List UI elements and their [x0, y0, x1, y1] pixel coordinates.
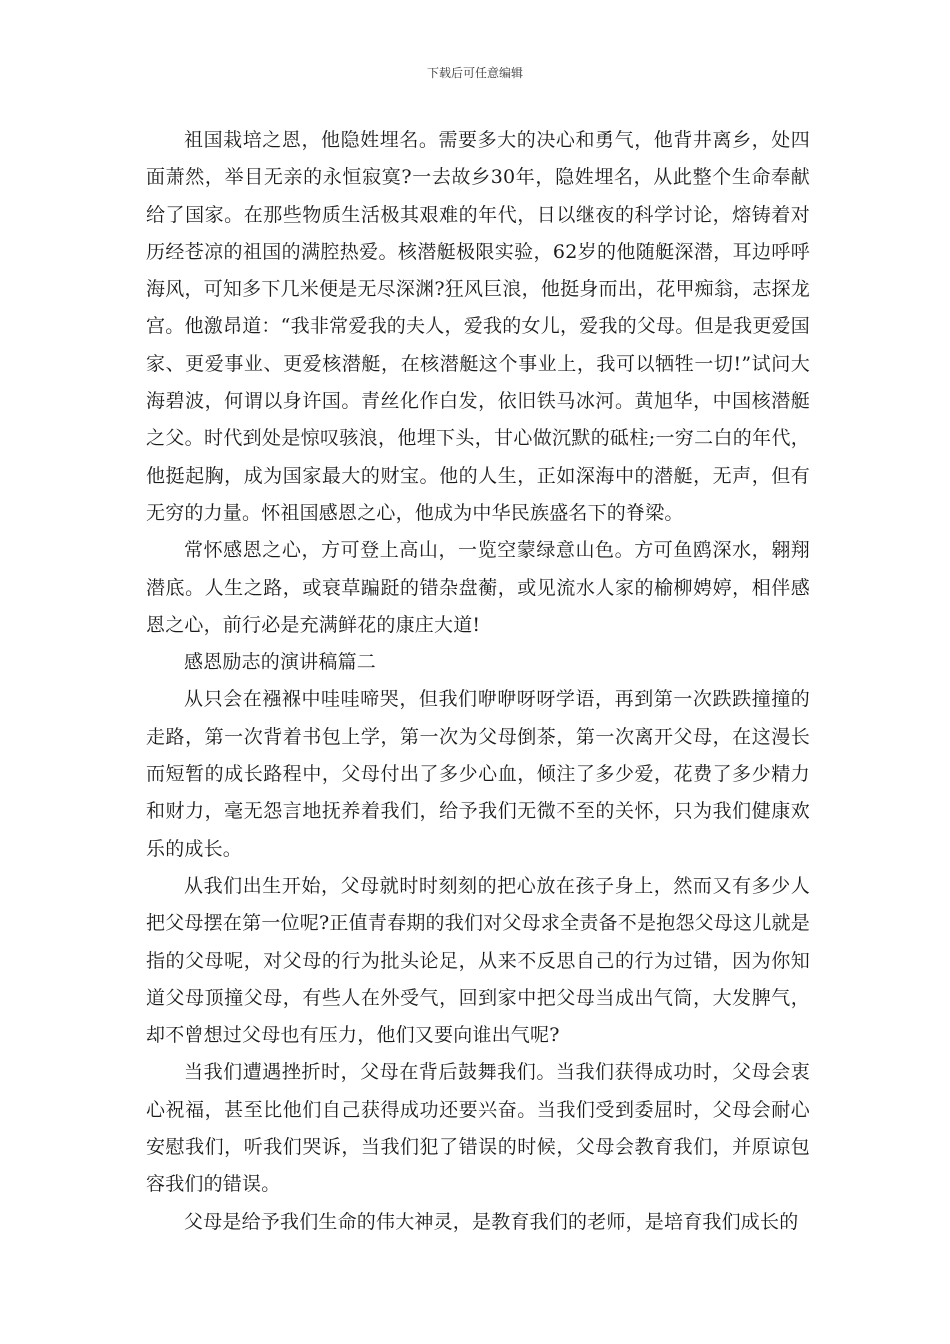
document-body: [146, 122, 810, 1241]
page-header-note: 下载后可任意编辑: [426, 66, 523, 80]
paragraph-parents-first: 从我们出生开始，父母就时时刻刻的把心放在孩子身上，然而又有多少人把父母摆在第一位呢?正值青春期的我们对父母求全责备不是抱怨父母这儿就是指的父母呢，对父母的行为批头论足，从来不反思自己的行为过错，因为你知道父母顶撞父母，有些人在外受气，回到家中把父母当成出气筒，大发脾气，却不曾想过父母也有压力，他们又要向谁出气呢?: [146, 874, 810, 1047]
paragraph-gratitude-summary: 常怀感恩之心，方可登上高山，一览空蒙绿意山色。方可鱼鸥深水，翱翔潜底。人生之路，或衰草蹁跹的错杂盘蘅，或见流水人家的榆柳娉婷，相伴感恩之心，前行必是充满鲜花的康庄大道!: [146, 539, 810, 636]
paragraph-parents-gift: 父母是给予我们生命的伟大神灵，是教育我们的老师，是培育我们成长的: [184, 1210, 799, 1233]
paragraph-huang-xuhua: 祖国栽培之恩，他隐姓埋名。需要多大的决心和勇气，他背井离乡，处四面萧然，举目无亲的永恒寂寞?一去故乡30年，隐姓埋名，从此整个生命奉献给了国家。在那些物质生活极其艰难的年代，日以继夜的科学讨论，熔铸着对历经苍凉的祖国的满腔热爱。核潜艇极限实验，62岁的他随艇深潜，耳边呼呼海风，可知多下几米便是无尽深渊?狂风巨浪，他挺身而出，花甲痴翁，志探龙宫。他激昂道：“我非常爱我的夫人，爱我的女儿，爱我的父母。但是我更爱国家、更爱事业、更爱核潜艇，在核潜艇这个事业上，我可以牺牲一切!”试问大海碧波，何谓以身许国。青丝化作白发，依旧铁马冰河。黄旭华，中国核潜艇之父。时代到处是惊叹骇浪，他埋下头，甘心做沉默的砥柱;一穷二白的年代，他挺起胸，成为国家最大的财宝。他的人生，正如深海中的潜艇，无声，但有无穷的力量。怀祖国感恩之心，他成为中华民族盛名下的脊梁。: [146, 129, 810, 524]
section-title-part-two: 感恩励志的演讲稿篇二: [184, 651, 377, 674]
paragraph-growing-up: 从只会在襁褓中哇哇啼哭，但我们咿咿呀呀学语，再到第一次跌跌撞撞的走路，第一次背着书包上学，第一次为父母倒茶，第一次离开父母，在这漫长而短暂的成长路程中，父母付出了多少心血，倾注了多少爱，花费了多少精力和财力，毫无怨言地抚养着我们，给予我们无微不至的关怀，只为我们健康欢乐的成长。: [146, 688, 810, 860]
paragraph-parents-support: 当我们遭遇挫折时，父母在背后鼓舞我们。当我们获得成功时，父母会衷心祝福，甚至比他们自己获得成功还要兴奋。当我们受到委屈时，父母会耐心安慰我们，听我们哭诉，当我们犯了错误的时候，父母会教育我们，并原谅包容我们的错误。: [146, 1061, 810, 1196]
